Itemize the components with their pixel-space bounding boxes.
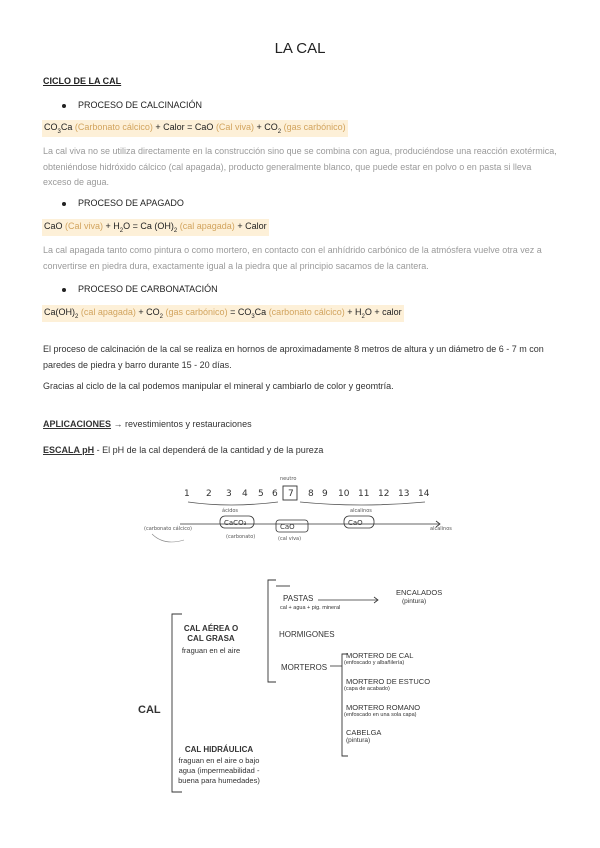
- formula-note: (cal apagada): [179, 221, 235, 231]
- cal-root: CAL: [138, 704, 161, 716]
- bullet-calcinacion: [62, 100, 202, 110]
- ph-number: 1: [184, 489, 190, 499]
- aerea-bracket: [268, 580, 276, 682]
- formula-sub: 2: [277, 128, 282, 135]
- pastas-sub: cal + agua + pig. mineral: [280, 605, 341, 611]
- paragraph-cal-apagada: La cal apagada tanto como pintura o como mortero, en contacto con el anhídrido carbónico de la atmósfera vuelve otra vez a convertirse en piedra dura, exactamente igual a la piedra que al principio sacamos de la cantera.: [43, 245, 542, 271]
- ph-number: 5: [258, 489, 264, 499]
- formula-part: Ca: [60, 122, 75, 132]
- morteros-label: MORTEROS: [281, 663, 328, 672]
- formula-sub: 3: [57, 128, 61, 135]
- compound-cao: CaO: [280, 523, 295, 531]
- escala-line: [43, 443, 558, 459]
- cal-aerea-sub: fraguan en el aire: [181, 646, 241, 655]
- formula-part: Ca: [254, 307, 269, 317]
- ph-number: 6: [272, 489, 278, 499]
- bullet-carbonatacion: [62, 284, 218, 294]
- formula-part: + Calor = CaO: [152, 122, 216, 132]
- pastas-label: PASTAS: [283, 594, 314, 603]
- ph-number: 7: [288, 489, 294, 499]
- bullet-apagado-label: PROCESO DE APAGADO: [78, 198, 184, 208]
- formula-sub: 2: [75, 313, 79, 320]
- left-note: (carbonato cálcico): [144, 526, 192, 532]
- cal-aerea-title: CAL AÉREA O CAL GRASA: [183, 624, 239, 643]
- formula-part: O = Ca (OH): [123, 221, 174, 231]
- ph-number: 13: [398, 489, 410, 499]
- formula-note: (carbonato cálcico): [268, 307, 345, 317]
- formula-sub: 2: [361, 313, 365, 320]
- paragraph-cal-viva: La cal viva no se utiliza directamente en la construcción sino que se combina con agua, produciéndose una reacción exotérmica, obteniéndose hidróxido cálcico (cal apagada), producto generalmente blanco, que puede estar en polvo o en pasta si lleva exceso de agua.: [43, 146, 557, 187]
- mortero-cal-label: MORTERO DE CAL: [346, 651, 414, 660]
- right-note: alcalinos: [430, 526, 452, 532]
- aplicaciones-line: [43, 417, 558, 433]
- mortero-estuco-label: MORTERO DE ESTUCO: [346, 677, 431, 686]
- ph-number: 3: [226, 489, 232, 499]
- compound-cao2: CaO: [348, 519, 363, 527]
- ph-number: 12: [378, 489, 390, 499]
- ph-number: 8: [308, 489, 314, 499]
- formula-note: (cal apagada): [80, 307, 136, 317]
- formula-apagado: [42, 219, 269, 236]
- page-title: LA CAL: [274, 40, 326, 57]
- ph-number: 9: [322, 489, 328, 499]
- ph-number: 11: [358, 489, 370, 499]
- formula-note: (Cal viva): [65, 221, 104, 231]
- formula-part: + H: [344, 307, 362, 317]
- formula-note: (Carbonato cálcico): [74, 122, 153, 132]
- ph-number: 4: [242, 489, 248, 499]
- bullet-dot: [62, 104, 66, 108]
- paragraph-hornos: El proceso de calcinación de la cal se realiza en hornos de aproximadamente 8 metros de altura y un diámetro de 6 - 7 m con paredes de piedra y barro durante 15 - 20 días.: [43, 344, 544, 370]
- encalados-sub: (pintura): [402, 598, 427, 605]
- compound-caco3-left: CaCO₃: [224, 519, 247, 527]
- formula-note: (Cal viva): [215, 122, 254, 132]
- formula-sub: 2: [173, 227, 178, 234]
- escala-heading: ESCALA pH: [43, 445, 95, 455]
- hormigones-label: HORMIGONES: [279, 630, 335, 639]
- formula-part: + H: [103, 221, 120, 231]
- compound-caco3-label: (carbonato): [226, 534, 256, 540]
- ph-scale-sketch: [140, 472, 460, 562]
- formula-calcinacion: [42, 120, 348, 137]
- ph-number: 10: [338, 489, 350, 499]
- formula-part: + CO: [135, 307, 160, 317]
- encalados-label: ENCALADOS: [396, 588, 443, 597]
- left-note-curve: [152, 534, 184, 542]
- aplicaciones-heading: APLICACIONES: [43, 419, 112, 429]
- cabelga-sub: (pintura): [346, 737, 371, 744]
- formula-sub: 3: [251, 313, 255, 320]
- escala-text: - El pH de la cal dependerá de la cantidad y de la pureza: [94, 445, 324, 455]
- formula-part: O + calor: [364, 307, 402, 317]
- paragraph-ciclo: Gracias al ciclo de la cal podemos manipular el mineral y cambiarlo de color y geomtría.: [43, 381, 394, 391]
- cabelga-label: CABELGA: [346, 728, 382, 737]
- compound-cao-label: (cal viva): [278, 536, 302, 542]
- alcalino-label: alcalinos: [350, 508, 372, 514]
- formula-sub: 2: [159, 313, 164, 320]
- aplicaciones-text: → revestimientos y restauraciones: [111, 419, 252, 429]
- formula-part: = CO: [227, 307, 252, 317]
- cal-hidraulica-title: CAL HIDRÁULICA: [184, 745, 254, 754]
- formula-note: (gas carbónico): [165, 307, 228, 317]
- mortero-estuco-sub: (capa de acabado): [344, 686, 390, 692]
- bullet-calcinacion-label: PROCESO DE CALCINACIÓN: [78, 100, 203, 110]
- bullet-dot: [62, 288, 66, 292]
- mortero-romano-sub: (enfoscado en una sola capa): [344, 712, 417, 718]
- neutral-label: neutro: [280, 476, 297, 482]
- alcalino-bracket: [300, 502, 425, 505]
- formula-part: Ca(OH): [44, 307, 75, 317]
- bullet-apagado: [62, 198, 184, 208]
- mortero-romano-label: MORTERO ROMANO: [346, 703, 421, 712]
- formula-note: (gas carbónico): [283, 122, 346, 132]
- formula-carbonatacion: [42, 305, 404, 322]
- ph-number: 2: [206, 489, 212, 499]
- formula-part: + Calor: [234, 221, 267, 231]
- formula-part: + CO: [253, 122, 278, 132]
- acido-bracket: [188, 502, 278, 505]
- bullet-carbonatacion-label: PROCESO DE CARBONATACIÓN: [78, 284, 218, 294]
- formula-part: CaO: [44, 221, 66, 231]
- cal-hidraulica-sub: fraguan en el aire o bajo agua (impermeabilidad - buena para humedades): [178, 756, 260, 785]
- ph-number: 14: [418, 489, 430, 499]
- formula-part: CO: [44, 122, 58, 132]
- acido-label: ácidos: [222, 508, 239, 514]
- section-heading-ciclo: CICLO DE LA CAL: [43, 76, 122, 86]
- mortero-cal-sub: (enfoscado y albañilería): [344, 660, 405, 666]
- formula-sub: 2: [119, 227, 124, 234]
- bullet-dot: [62, 202, 66, 206]
